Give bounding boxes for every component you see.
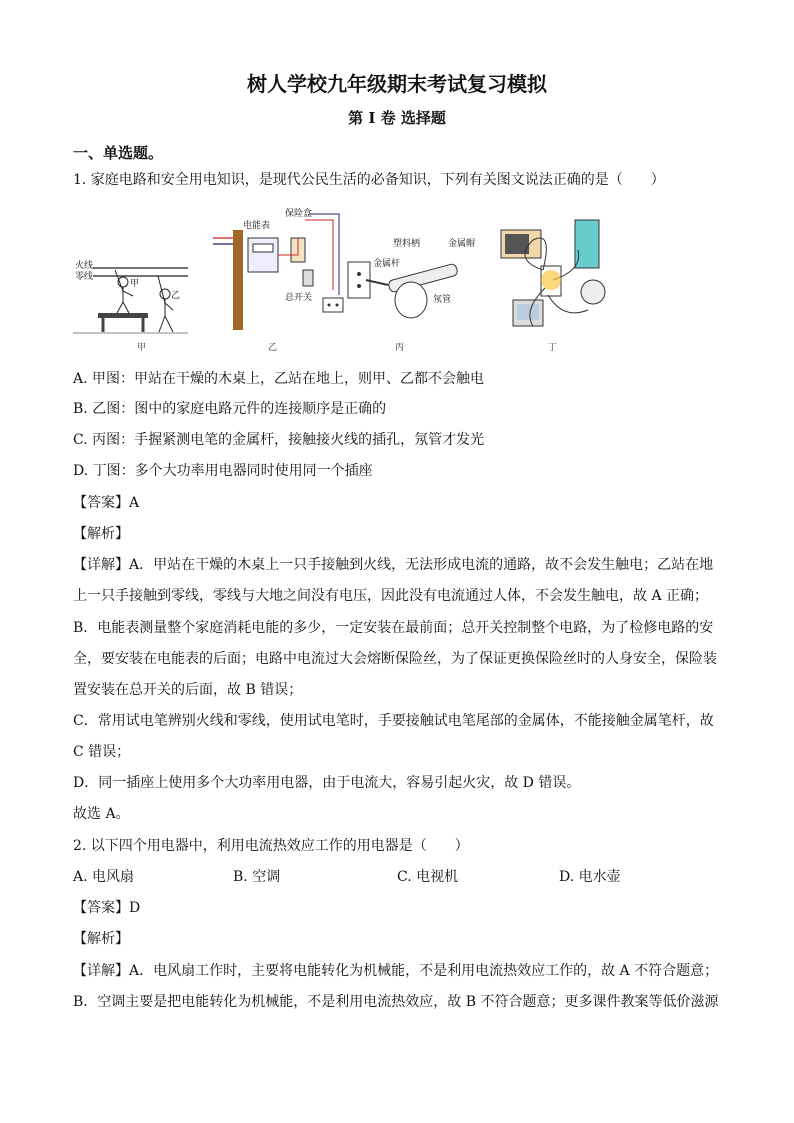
- question-1-detail-line: 全，要安装在电能表的后面；电路中电流过大会熔断保险丝，为了保证更换保险丝时的人身安全，保险装: [73, 651, 717, 667]
- question-1-detail-line: C．常用试电笔辨别火线和零线，使用试电笔时，手要接触试电笔尾部的金属体，不能接触金属笔杆，故: [73, 713, 714, 729]
- question-1-detail-line: 【详解】A．甲站在干燥的木桌上一只手接触到火线，无法形成电流的通路，故不会发生触电；乙站在地: [73, 557, 714, 573]
- label-metal-cap: 金属帽: [448, 239, 476, 249]
- question-1-detail-line: 故选 A。: [73, 806, 130, 822]
- figure-caption-yi: 乙: [268, 343, 278, 353]
- question-1-option-a: A. 甲图：甲站在干燥的木桌上，乙站在地上，则甲、乙都不会触电: [73, 371, 485, 387]
- question-1-figure: [73, 200, 633, 358]
- question-2-option-a: A. 电风扇: [73, 869, 135, 885]
- question-1-analysis-label: 【解析】: [73, 526, 129, 542]
- question-1-detail-line: B．电能表测量整个家庭消耗电能的多少，一定安装在最前面；总开关控制整个电路，为了检修电路的安: [73, 620, 714, 636]
- figure-yi: [213, 207, 343, 353]
- question-2-detail-line: B．空调主要是把电能转化为机械能，不是利用电流热效应，故 B 不符合题意；更多课件教案等低价滋源: [73, 994, 719, 1010]
- circuit-illustrations: [73, 200, 633, 358]
- label-plastic-handle: 塑料柄: [393, 239, 421, 249]
- question-1-option-c: C. 丙图：手握紧测电笔的金属杆，接触接火线的插孔，氖管才发光: [73, 432, 485, 448]
- question-2-answer: 【答案】D: [73, 900, 141, 916]
- label-neutral-wire: 零线: [75, 272, 94, 282]
- label-neon-tube: 氖管: [433, 295, 452, 305]
- question-2-detail-line: 【详解】A．电风扇工作时，主要将电能转化为机械能，不是利用电流热效应工作的，故 A 不符合题意；: [73, 963, 719, 979]
- question-1-option-d: D. 丁图：多个大功率用电器同时使用同一个插座: [73, 463, 373, 479]
- section-heading: 一、单选题。: [73, 144, 164, 162]
- question-2-option-d: D. 电水壶: [559, 869, 621, 885]
- question-1-stem: 1. 家庭电路和安全用电知识，是现代公民生活的必备知识，下列有关图文说法正确的是（ ）: [73, 172, 665, 188]
- question-1-detail-line: 置安装在总开关的后面，故 B 错误；: [73, 682, 303, 698]
- question-1-detail-line: 上一只手接触到零线，零线与大地之间没有电压，因此没有电流通过人体，不会发生触电，故 A 正确；: [73, 588, 709, 604]
- figure-caption-jia: 甲: [137, 343, 147, 353]
- question-2-stem: 2. 以下四个用电器中，利用电流热效应工作的用电器是（ ）: [73, 838, 469, 854]
- question-1-answer: 【答案】A: [73, 495, 140, 511]
- label-metal-rod: 金属杆: [373, 259, 401, 269]
- label-person-yi: 乙: [171, 291, 181, 301]
- question-1-detail-line: C 错误；: [73, 744, 131, 760]
- question-2-option-c: C. 电视机: [397, 869, 459, 885]
- figure-bing: [348, 237, 475, 353]
- label-electric-meter: 电能表: [243, 221, 271, 231]
- figure-jia: [73, 259, 188, 353]
- label-person-jia: 甲: [130, 279, 140, 289]
- page-title: 树人学校九年级期末考试复习模拟: [247, 72, 547, 96]
- figure-ding: [501, 220, 605, 353]
- question-2-analysis-label: 【解析】: [73, 931, 129, 947]
- label-live-wire: 火线: [75, 261, 94, 271]
- label-fuse-box: 保险盒: [285, 209, 313, 219]
- question-1-option-b: B. 乙图：图中的家庭电路元件的连接顺序是正确的: [73, 401, 387, 417]
- question-1-detail-line: D．同一插座上使用多个大功率用电器，由于电流大，容易引起火灾，故 D 错误。: [73, 775, 581, 791]
- section-subtitle: 第 I 卷 选择题: [348, 109, 446, 127]
- figure-caption-bing: 丙: [395, 343, 405, 353]
- question-2-option-b: B. 空调: [233, 869, 281, 885]
- label-main-switch: 总开关: [285, 293, 313, 303]
- figure-caption-ding: 丁: [548, 343, 558, 353]
